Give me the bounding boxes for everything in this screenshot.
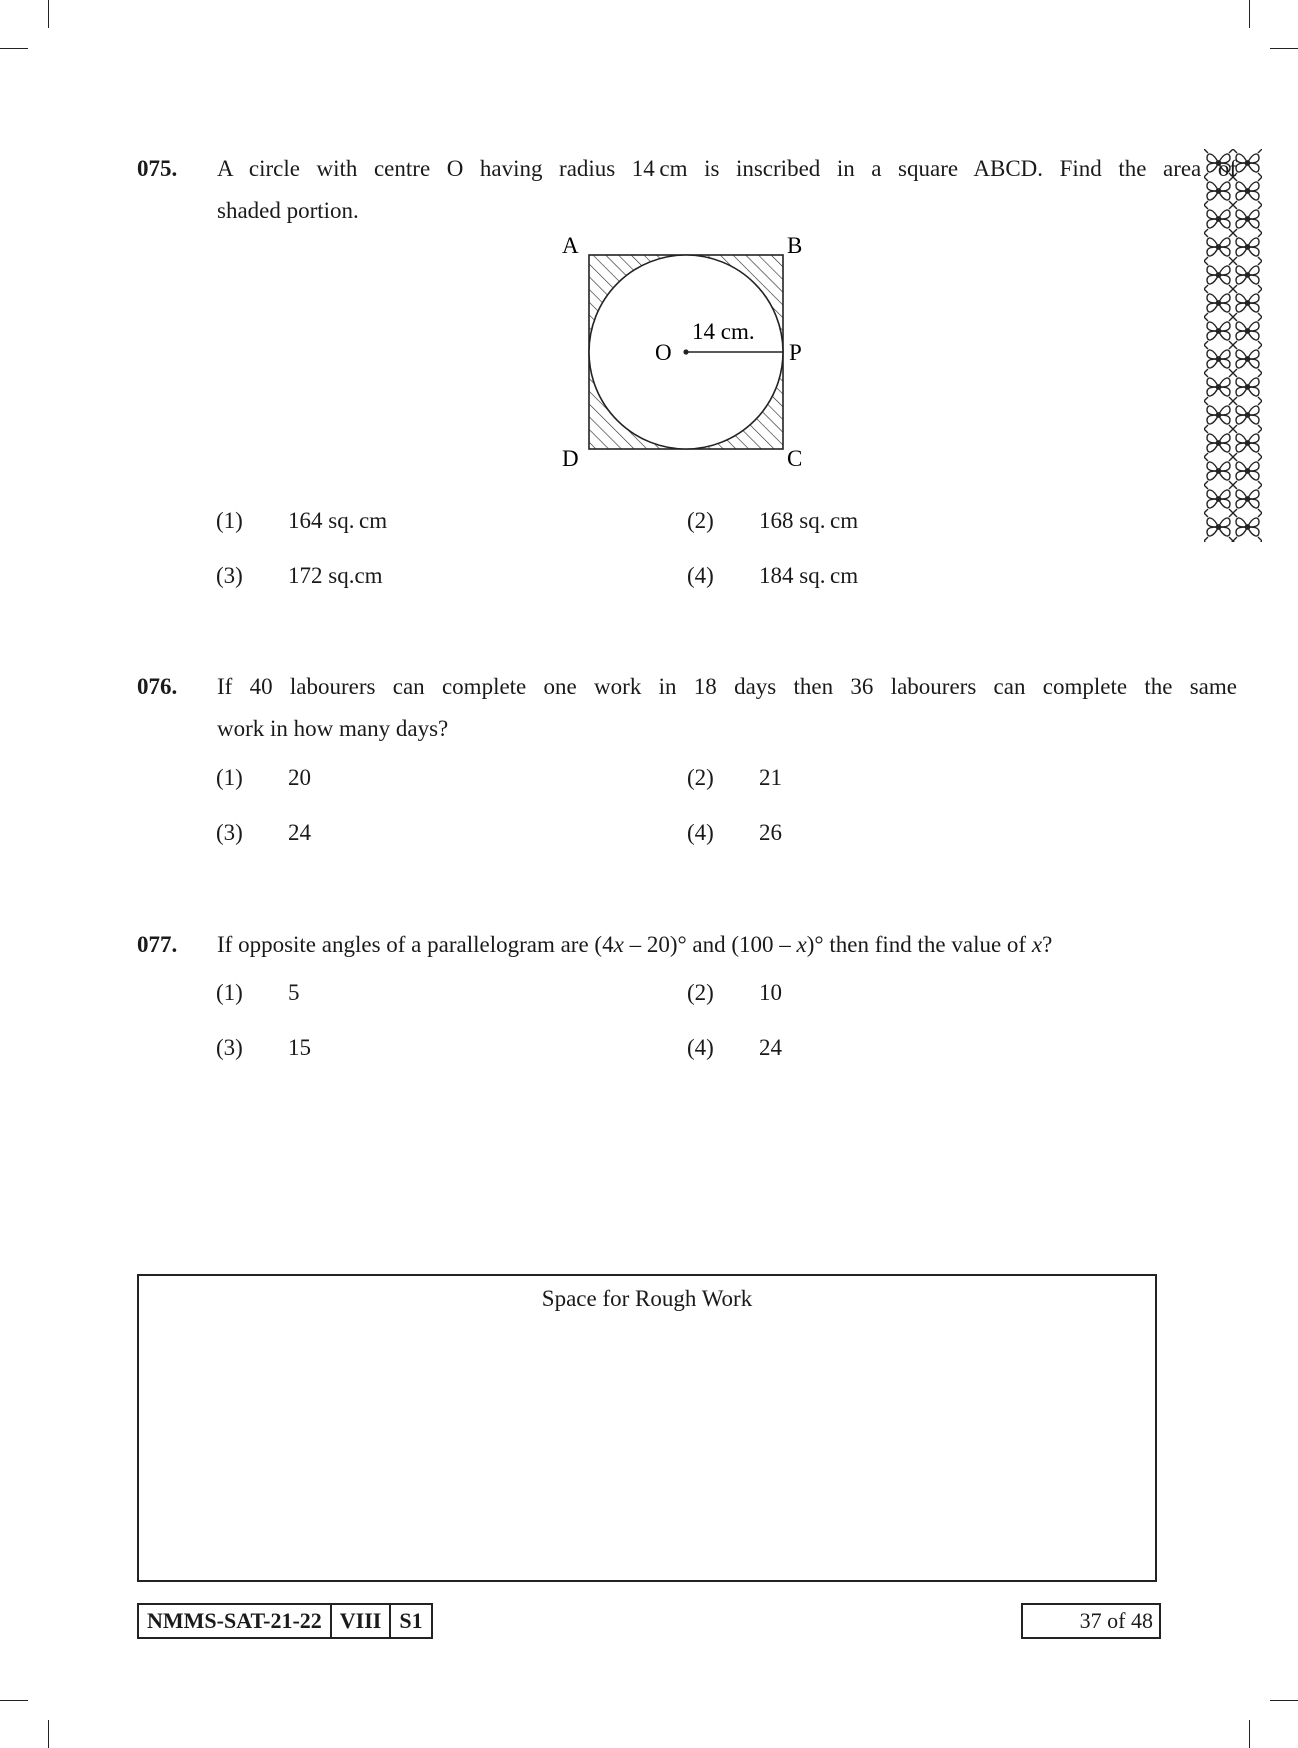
option-number: (2): [687, 980, 714, 1005]
option-number: (3): [216, 563, 243, 588]
set-label: S1: [399, 1608, 423, 1633]
circle-in-square-diagram: [540, 228, 840, 478]
crop-mark: [1270, 1700, 1298, 1701]
option-value: 10: [759, 980, 782, 1005]
question-text: [217, 924, 1237, 966]
rough-work-box: [137, 1274, 1157, 1582]
question-text-line: work in how many days?: [217, 716, 449, 741]
option-number: (4): [687, 820, 714, 845]
text-run: If opposite angles of a parallelogram are (4: [217, 932, 614, 957]
label-p: P: [789, 340, 802, 365]
question-text-line: If 40 labourers can complete one work in 18 days then 36 labourers can complete the same: [217, 674, 1237, 699]
crop-mark: [0, 1700, 28, 1701]
option-number: (4): [687, 563, 714, 588]
option-number: (3): [216, 1035, 243, 1060]
rough-work-title: Space for Rough Work: [541, 1286, 753, 1311]
option-value: 15: [288, 1035, 311, 1060]
label-o: O: [655, 340, 672, 365]
question-text-line: A circle with centre O having radius 14 cm is inscribed in a square ABCD. Find the area of: [217, 156, 1237, 181]
paper-code: NMMS-SAT-21-22: [139, 1605, 332, 1637]
class-label: VIII: [332, 1605, 392, 1637]
option-number: (1): [216, 980, 243, 1005]
paper-code-box: [137, 1603, 433, 1639]
option-value: 26: [759, 820, 782, 845]
variable-x: x: [613, 932, 624, 957]
option-value: 20: [288, 765, 311, 790]
text-run: )° then find the value of: [806, 932, 1032, 957]
label-d: D: [562, 446, 579, 471]
question-number: 077.: [137, 932, 178, 957]
crop-mark: [1249, 1720, 1250, 1748]
question-number: 075.: [137, 156, 178, 181]
question-text-line: [217, 924, 1237, 966]
crop-mark: [1270, 48, 1298, 49]
option-value: 172 sq.cm: [288, 563, 383, 588]
variable-x: x: [1031, 932, 1043, 957]
option-value: 184 sq. cm: [759, 563, 859, 588]
label-c: C: [787, 446, 803, 471]
option-number: (2): [687, 765, 714, 790]
question-text-line: shaded portion.: [217, 198, 359, 223]
crop-mark: [48, 0, 49, 28]
option-value: 164 sq. cm: [288, 508, 388, 533]
option-value: 168 sq. cm: [759, 508, 859, 533]
variable-x: x: [796, 932, 807, 957]
option-number: (3): [216, 820, 243, 845]
option-value: 5: [288, 980, 300, 1005]
radius-label: 14 cm.: [692, 319, 755, 344]
text-run: ?: [1042, 932, 1053, 957]
label-a: A: [562, 233, 579, 258]
crop-mark: [1249, 0, 1250, 28]
text-run: – 20)° and (100 –: [623, 932, 797, 957]
question-text: [217, 666, 1237, 750]
option-value: 24: [759, 1035, 782, 1060]
crop-mark: [48, 1720, 49, 1748]
page-number: 37 of 48: [1021, 1603, 1161, 1639]
question-text: [217, 148, 1237, 232]
option-value: 21: [759, 765, 782, 790]
option-number: (2): [687, 508, 714, 533]
question-number: 076.: [137, 674, 178, 699]
option-number: (1): [216, 765, 243, 790]
label-b: B: [787, 233, 803, 258]
centre-dot: [683, 349, 688, 354]
option-number: (4): [687, 1035, 714, 1060]
option-value: 24: [288, 820, 311, 845]
crop-mark: [0, 48, 28, 49]
option-number: (1): [216, 508, 243, 533]
